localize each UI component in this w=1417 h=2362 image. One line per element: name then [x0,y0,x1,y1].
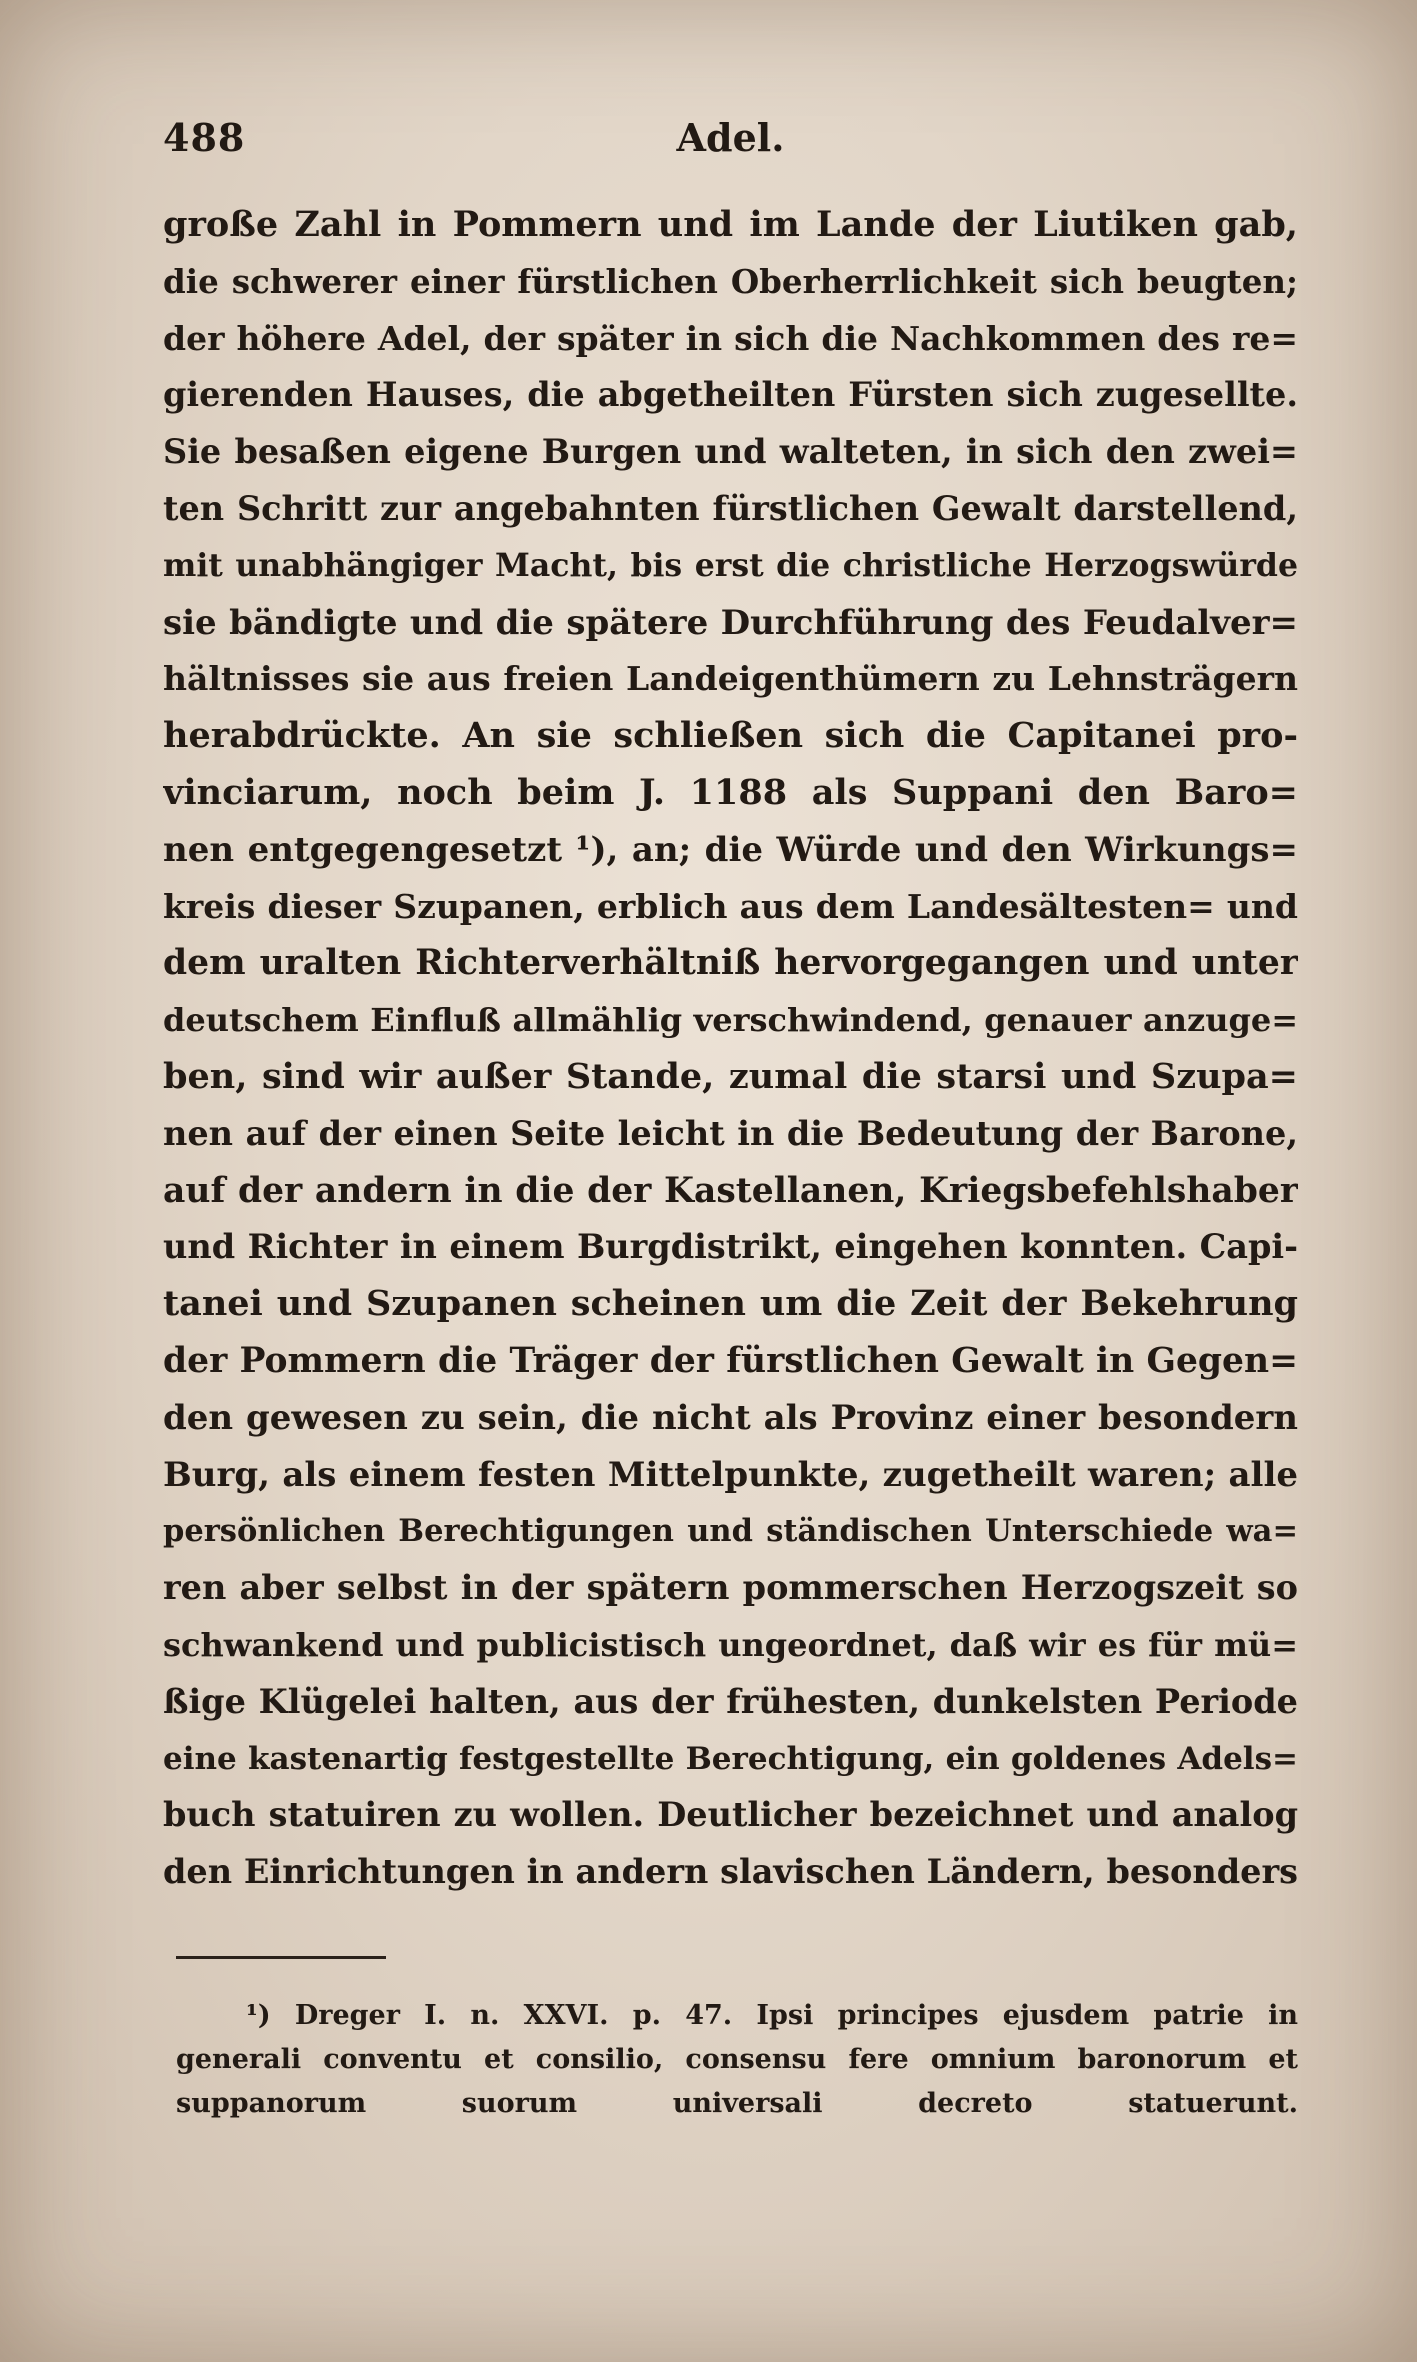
text-line: dem uralten Richterverhältniß hervorgegangen und unter [163,943,1298,984]
page-header [163,115,1298,175]
footnote-line: ¹) Dreger I. n. XXVI. p. 47. Ipsi principes ejusdem patrie in [246,2000,1298,2031]
text-line: persönlichen Berechtigungen und ständischen Unterschiede wa= [163,1513,1298,1550]
text-line: tanei und Szupanen scheinen um die Zeit der Bekehrung [163,1283,1298,1325]
text-line: schwankend und publicistisch ungeordnet, daß wir es für mü= [163,1625,1298,1664]
footnotes [176,1994,1298,2126]
text-line: nen auf der einen Seite leicht in die Bedeutung der Barone, [163,1113,1298,1153]
text-line: herabdrückte. An sie schließen sich die Capitanei pro- [163,715,1298,757]
text-line: die schwerer einer fürstlichen Oberherrlichkeit sich beugten; [163,261,1298,301]
text-line: Sie besaßen eigene Burgen und walteten, in sich den zwei= [163,432,1298,472]
text-line: große Zahl in Pommern und im Lande der Liutiken gab, [163,204,1298,245]
text-line: mit unabhängiger Macht, bis erst die christliche Herzogswürde [163,546,1298,584]
text-line: ten Schritt zur angebahnten fürstlichen Gewalt darstellend, [163,488,1298,528]
text-line: ren aber selbst in der spätern pommerschen Herzogszeit so [163,1568,1298,1608]
text-line: der höhere Adel, der später in sich die Nachkommen des re= [163,318,1298,358]
text-line: buch statuiren zu wollen. Deutlicher bezeichnet und analog [163,1795,1298,1835]
text-line: auf der andern in die der Kastellanen, Kriegsbefehlshaber [163,1170,1298,1211]
text-line: vinciarum, noch beim J. 1188 als Suppani den Baro= [163,771,1298,813]
text-line: ßige Klügelei halten, aus der frühesten, dunkelsten Periode [163,1681,1298,1721]
text-line: der Pommern die Träger der fürstlichen Gewalt in Gegen= [163,1340,1298,1381]
text-line: nen entgegengesetzt ¹), an; die Würde und den Wirkungs= [163,829,1298,870]
body-text [163,197,1298,1901]
text-line: gierenden Hauses, die abgetheilten Fürsten sich zugesellte. [163,375,1298,415]
text-line: hältnisses sie aus freien Landeigenthümern zu Lehnsträgern [163,659,1298,699]
text-line: sie bändigte und die spätere Durchführung des Feudalver= [163,602,1298,643]
footnote-divider [176,1956,386,1959]
text-line: kreis dieser Szupanen, erblich aus dem Landesältesten= und [163,886,1298,926]
text-line: Burg, als einem festen Mittelpunkte, zugetheilt waren; alle [163,1454,1298,1495]
footnote-line: generali conventu et consilio, consensu fere omnium baronorum et [176,2044,1298,2075]
text-line: deutschem Einfluß allmählig verschwindend, genauer anzuge= [163,1001,1298,1040]
text-line: den Einrichtungen in andern slavischen Ländern, besonders [163,1852,1298,1892]
text-line: ben, sind wir außer Stande, zumal die starsi und Szupa= [163,1055,1298,1097]
text-line: eine kastenartig festgestellte Berechtigung, ein goldenes Adels= [163,1740,1298,1777]
running-title: Adel. [676,115,785,160]
page-number: 488 [163,115,246,160]
text-line: den gewesen zu sein, die nicht als Provinz einer besondern [163,1397,1298,1438]
footnote-line: suppanorum suorum universali decreto statuerunt. [176,2088,1298,2119]
text-line: und Richter in einem Burgdistrikt, eingehen konnten. Capi- [163,1227,1298,1267]
